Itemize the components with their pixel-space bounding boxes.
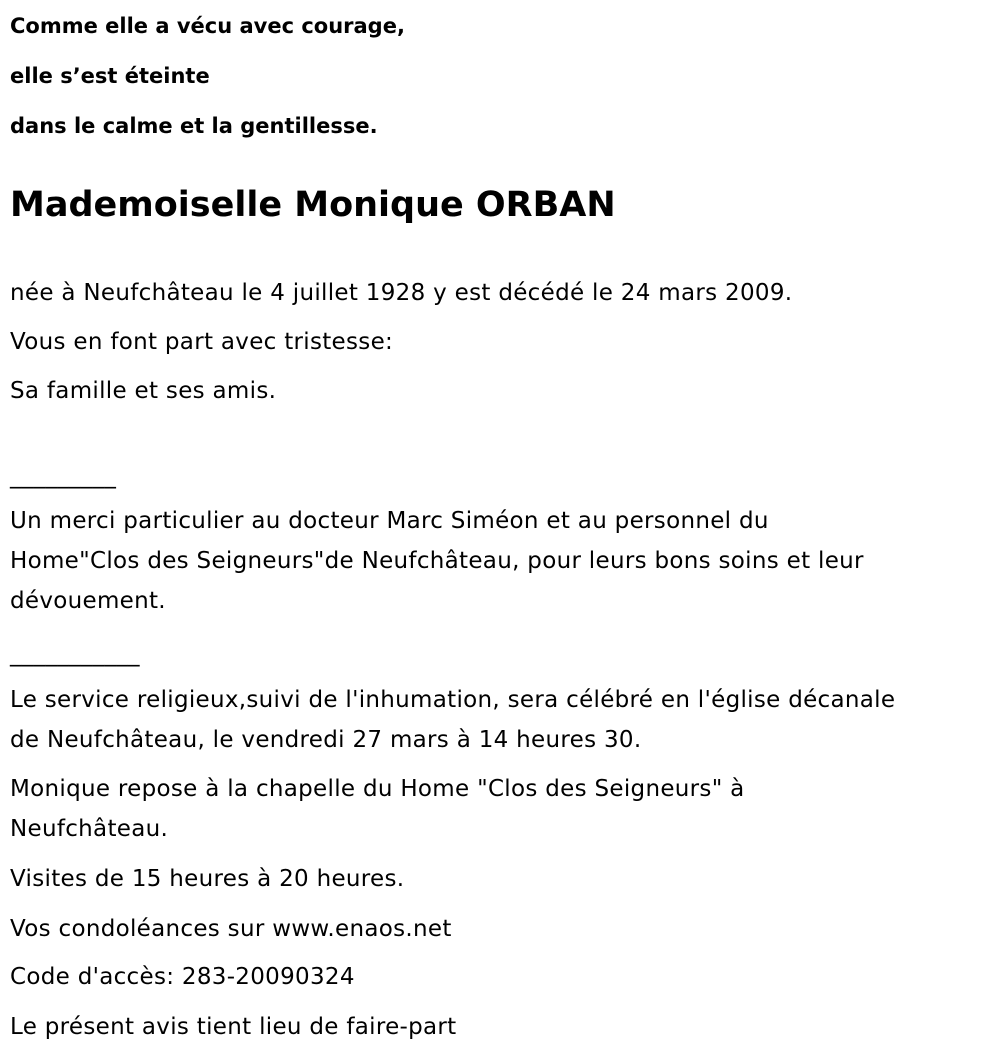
- separator-1: _________: [10, 463, 117, 489]
- visits-text: Visites de 15 heures à 20 heures.: [10, 866, 405, 892]
- rest-line-2: Neufchâteau.: [10, 816, 169, 842]
- intro-verse: [10, 1, 405, 151]
- notice-text: Le présent avis tient lieu de faire-part: [10, 1014, 457, 1040]
- thanks-line-3: dévouement.: [10, 588, 166, 614]
- thanks-paragraph: [10, 501, 864, 621]
- intro-line-3: dans le calme et la gentillesse.: [10, 114, 378, 138]
- access-code-text: Code d'accès: 283-20090324: [10, 964, 355, 990]
- thanks-line-1: Un merci particulier au docteur Marc Siméon et au personnel du: [10, 508, 769, 534]
- announce-text: Vous en font part avec tristesse:: [10, 329, 394, 355]
- family-text: Sa famille et ses amis.: [10, 378, 277, 404]
- thanks-line-2: Home"Clos des Seigneurs"de Neufchâteau, pour leurs bons soins et leur: [10, 548, 864, 574]
- service-paragraph: [10, 680, 895, 760]
- service-line-1: Le service religieux,suivi de l'inhumation, sera célébré en l'église décanale: [10, 687, 896, 713]
- deceased-name: Mademoiselle Monique ORBAN: [10, 185, 616, 225]
- service-line-2: de Neufchâteau, le vendredi 27 mars à 14 heures 30.: [10, 727, 642, 753]
- rest-line-1: Monique repose à la chapelle du Home "Clos des Seigneurs" à: [10, 776, 745, 802]
- intro-line-2: elle s’est éteinte: [10, 64, 210, 88]
- rest-paragraph: [10, 769, 745, 849]
- intro-line-1: Comme elle a vécu avec courage,: [10, 14, 405, 38]
- birth-death-text: née à Neufchâteau le 4 juillet 1928 y est décédé le 24 mars 2009.: [10, 280, 793, 306]
- condolences-text: Vos condoléances sur www.enaos.net: [10, 916, 452, 942]
- separator-2: ___________: [10, 641, 140, 667]
